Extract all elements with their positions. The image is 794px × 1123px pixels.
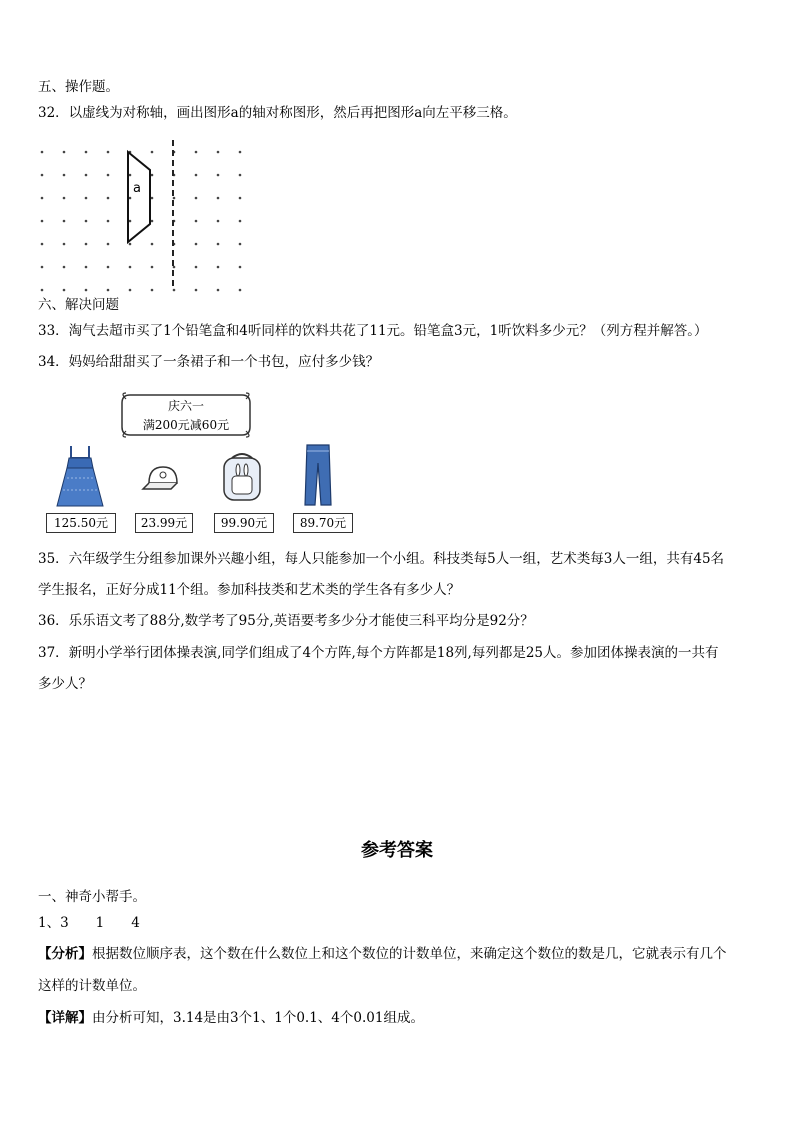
grid-dot [107,289,110,292]
grid-dot [195,243,198,246]
grid-dot [107,220,110,223]
grid-dot [195,266,198,269]
grid-dot [129,174,132,177]
grid-dot [41,266,44,269]
grid-dot [41,174,44,177]
grid-dot [173,289,176,292]
answers-section-1: 一、神奇小帮手。 [38,889,146,905]
grid-dot [239,197,242,200]
analysis-line-2: 这样的计数单位。 [38,978,146,994]
grid-dot [85,151,88,154]
grid-dot [85,266,88,269]
grid-dot [217,266,220,269]
grid-dot [195,174,198,177]
grid-dot [41,289,44,292]
grid-dot [195,289,198,292]
price-jeans: 89.70元 [293,513,353,533]
grid-dot [151,243,154,246]
price-backpack: 99.90元 [214,513,274,533]
grid-dot [41,197,44,200]
promo-line-2: 满200元减60元 [142,418,230,432]
question-37-line-1: 37．新明小学举行团体操表演,同学们组成了4个方阵,每个方阵都是18列,每列都是25人。参加团体操表演的一共有 [38,645,719,661]
grid-dot [129,243,132,246]
dot-grid-figure [30,138,270,298]
question-35-line-2: 学生报名，正好分成11个组。参加科技类和艺术类的学生各有多少人？ [38,582,461,598]
grid-dot [217,289,220,292]
grid-dot [107,151,110,154]
backpack-icon [218,450,266,502]
grid-dot [63,243,66,246]
grid-dot [107,197,110,200]
jeans-icon [303,443,333,507]
grid-dot [107,174,110,177]
grid-dot [195,220,198,223]
cap-icon [141,463,187,493]
question-37-line-2: 多少人？ [38,676,92,692]
grid-dot [239,151,242,154]
grid-dot [239,243,242,246]
grid-dot [173,266,176,269]
detail-tag: 【详解】 [38,1010,92,1026]
grid-dot [107,266,110,269]
question-34: 34．妈妈给甜甜买了一条裙子和一个书包，应付多少钱？ [38,354,380,370]
grid-dot [217,151,220,154]
grid-dot [239,174,242,177]
grid-dot [151,197,154,200]
grid-dot [151,151,154,154]
grid-dot [63,266,66,269]
grid-dot [151,289,154,292]
question-32: 32．以虚线为对称轴，画出图形a的轴对称图形，然后再把图形a向左平移三格。 [38,105,517,121]
grid-dot [239,289,242,292]
grid-dot [63,174,66,177]
grid-dot [85,220,88,223]
question-35-line-1: 35．六年级学生分组参加课外兴趣小组，每人只能参加一个小组。科技类每5人一组，艺术类每3人一组，共有45名 [38,551,725,567]
grid-dot [151,174,154,177]
figure-a-label: a [133,181,141,196]
grid-dot [63,289,66,292]
grid-dot [151,266,154,269]
grid-dot [239,266,242,269]
question-33: 33．淘气去超市买了1个铅笔盒和4听同样的饮料共花了11元。铅笔盒3元，1听饮料多少元？（列方程并解答。） [38,323,708,339]
promo-line-1: 庆六一 [167,399,204,413]
analysis-line-1 [38,945,727,963]
grid-dot [129,289,132,292]
grid-dot [85,174,88,177]
answers-title: 参考答案 [361,840,433,861]
grid-dot [85,243,88,246]
question-36: 36．乐乐语文考了88分,数学考了95分,英语要考多少分才能使三科平均分是92分？ [38,613,534,629]
grid-dot [129,197,132,200]
analysis-tag: 【分析】 [38,946,92,962]
grid-dot [129,266,132,269]
detail-line [38,1009,424,1027]
section-heading-6: 六、解决问题 [38,297,119,313]
price-dress: 125.50元 [46,513,116,533]
grid-dot [195,151,198,154]
detail-text: 由分析可知，3.14是由3个1、1个0.1、4个0.01组成。 [92,1010,424,1026]
grid-dot [217,174,220,177]
grid-dot [195,197,198,200]
grid-dot [41,220,44,223]
grid-dot [41,151,44,154]
grid-dot [41,243,44,246]
price-cap: 23.99元 [135,513,193,533]
grid-dot [63,220,66,223]
grid-dot [217,197,220,200]
grid-dot [63,151,66,154]
grid-dot [173,197,176,200]
analysis-text: 根据数位顺序表，这个数在什么数位上和这个数位的计数单位，来确定这个数位的数是几，它就表示有几个 [92,946,727,962]
grid-dot [217,243,220,246]
grid-dot [151,220,154,223]
section-heading-5: 五、操作题。 [38,79,119,95]
answer-item-1: 1、3 1 4 [38,915,140,931]
dress-icon [55,444,105,508]
grid-dot [239,220,242,223]
grid-dot [217,220,220,223]
grid-dot [107,243,110,246]
grid-dot [85,289,88,292]
dot-grid [41,151,242,292]
grid-dot [129,220,132,223]
grid-dot [85,197,88,200]
grid-dot [63,197,66,200]
